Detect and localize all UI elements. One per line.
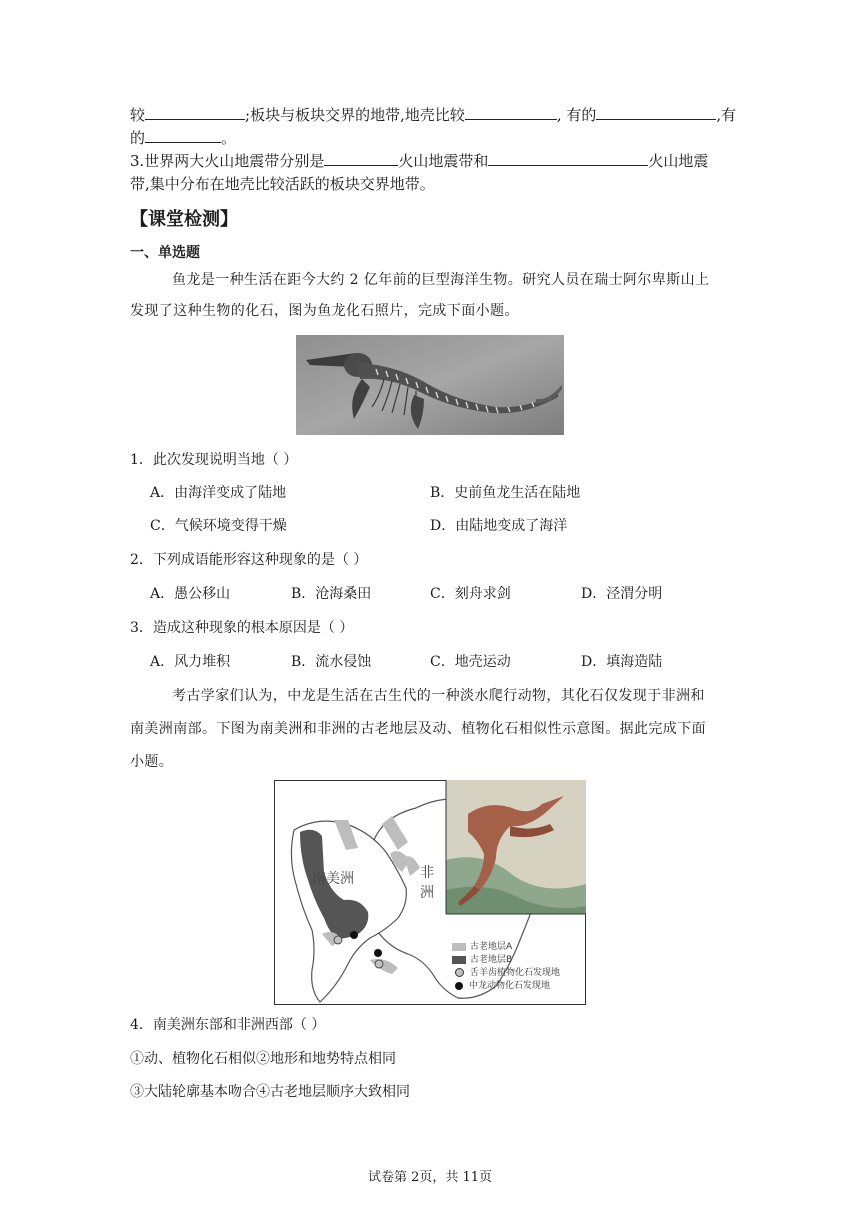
legend-label: 古老地层A [470,942,513,952]
fill-line-1 [130,104,736,126]
question-3-option-d[interactable]: D．填海造陆 [581,654,663,670]
question-1-option-b[interactable]: B．史前鱼龙生活在陆地 [430,485,581,501]
passage-2-line-1: 考古学家们认为，中龙是生活在古生代的一种淡水爬行动物，其化石仅发现于非洲和 [172,688,705,704]
section-title: 【课堂检测】 [130,209,238,230]
text-fragment: 3.世界两大火山地震带分别是 [130,152,325,170]
question-2-option-a[interactable]: A．愚公移山 [150,586,231,602]
question-4-stem: 4．南美洲东部和非洲西部（ ） [130,1017,326,1033]
passage-1-line-1: 鱼龙是一种生活在距今大约 2 亿年前的巨型海洋生物。研究人员在瑞士阿尔卑斯山上 [172,272,710,288]
text-fragment: 。 [221,129,237,147]
legend-item [452,980,560,993]
legend-swatch-stratum-a [452,943,466,951]
answer-blank [145,127,221,143]
answer-blank [596,104,716,120]
glossopteris-fossil-marker [375,960,383,968]
fill-line-4: 带,集中分布在地壳比较活跃的板块交界地带。 [130,175,435,193]
question-4-statement-line-2: ③大陆轮廓基本吻合④古老地层顺序大致相同 [130,1084,410,1100]
map-legend [452,941,560,993]
question-2-stem: 2．下列成语能形容这种现象的是（ ） [130,552,368,568]
fill-line-2 [130,127,236,149]
legend-item [452,967,560,980]
legend-label: 古老地层B [470,955,513,965]
mesosaurus-fossil-marker [350,931,358,939]
text-fragment: 较 [130,106,146,124]
text-fragment: ;板块与板块交界的地带,地壳比较 [245,106,465,124]
answer-blank [488,150,648,166]
mesosaurus-fossil-marker [374,949,382,957]
label-africa-1: 非 [420,865,434,881]
continent-fossil-map [274,780,586,1005]
legend-item [452,941,560,954]
passage-1-line-2: 发现了这种生物的化石，图为鱼龙化石照片，完成下面小题。 [130,303,519,319]
answer-blank [145,104,245,120]
question-3-option-a[interactable]: A．风力堆积 [150,654,231,670]
passage-2-line-3: 小题。 [130,754,174,770]
text-fragment: 火山地震带和 [398,152,489,170]
text-fragment: ,有 [716,106,737,124]
label-africa-2: 洲 [420,885,434,901]
question-3-option-c[interactable]: C．地壳运动 [430,654,511,670]
ichthyosaur-fossil-photo [296,335,564,435]
page-footer: 试卷第 2页，共 11页 [367,1170,493,1185]
question-1-stem: 1．此次发现说明当地（ ） [130,452,298,468]
question-1-option-d[interactable]: D．由陆地变成了海洋 [430,518,568,534]
question-3-option-b[interactable]: B．流水侵蚀 [291,654,372,670]
text-fragment: , 有的 [556,106,597,124]
sub-title: 一、单选题 [130,245,200,261]
answer-blank [465,104,557,120]
question-2-option-b[interactable]: B．沧海桑田 [291,586,372,602]
question-2-option-c[interactable]: C．刻舟求剑 [430,586,511,602]
fill-line-3 [130,150,708,172]
legend-swatch-stratum-b [452,956,466,964]
passage-2-line-2: 南美洲南部。下图为南美洲和非洲的古老地层及动、植物化石相似性示意图。据此完成下面 [130,721,706,737]
answer-blank [324,150,398,166]
label-south-america: 南美洲 [312,871,354,887]
legend-swatch-mesosaurus [455,982,463,990]
legend-label: 舌羊齿植物化石发现地 [470,968,561,978]
text-fragment: 火山地震 [648,152,709,170]
text-fragment: 的 [130,129,146,147]
question-1-option-a[interactable]: A．由海洋变成了陆地 [150,485,287,501]
question-2-option-d[interactable]: D．泾渭分明 [581,586,663,602]
legend-item [452,954,560,967]
glossopteris-fossil-marker [334,936,342,944]
legend-label: 中龙动物化石发现地 [469,981,551,991]
question-4-statement-line-1: ①动、植物化石相似②地形和地势特点相同 [130,1051,396,1067]
legend-swatch-glossopteris [455,968,464,977]
question-3-stem: 3．造成这种现象的根本原因是（ ） [130,620,354,636]
question-1-option-c[interactable]: C．气候环境变得干燥 [150,518,287,534]
